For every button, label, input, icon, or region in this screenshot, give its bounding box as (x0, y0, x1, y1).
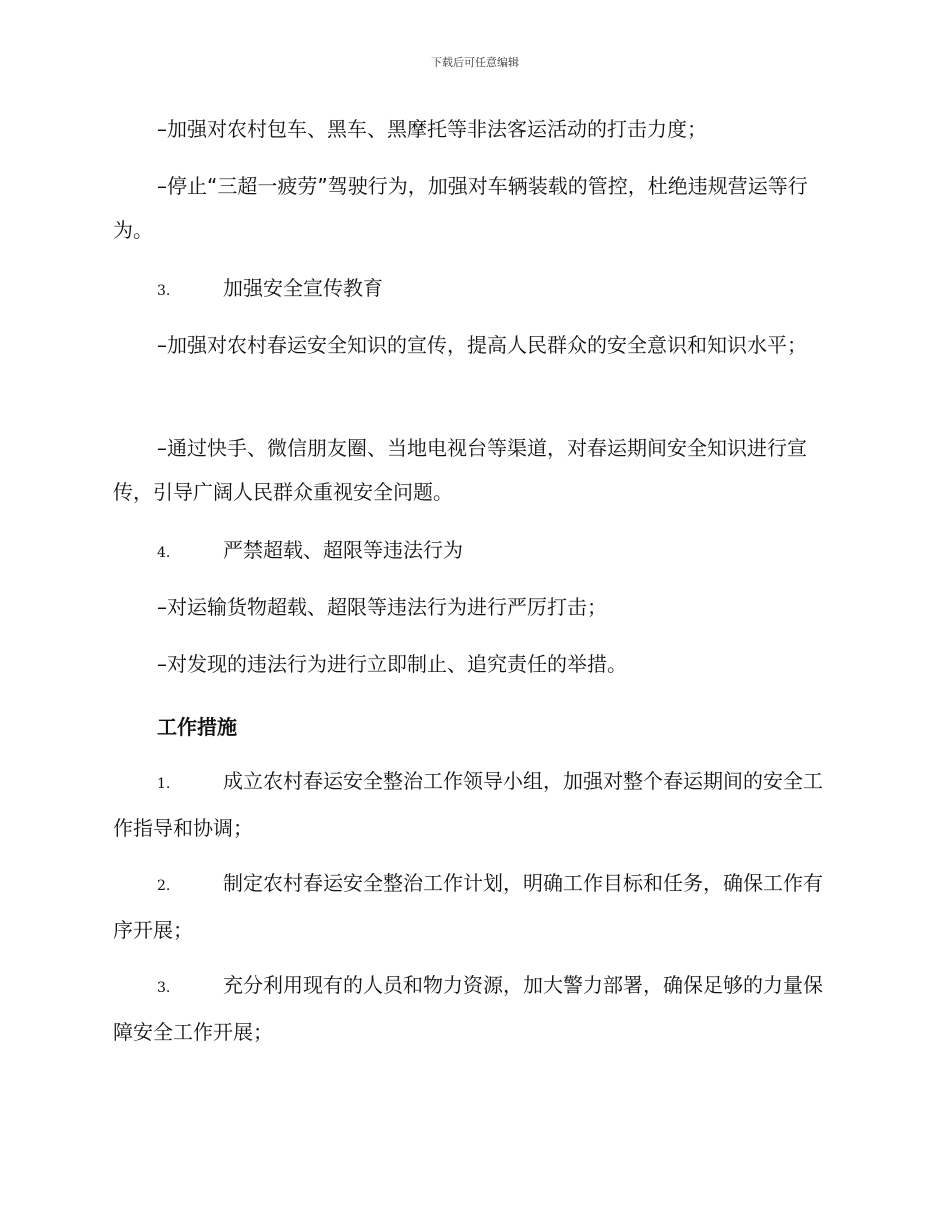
paragraph-publicity-channels: –通过快手、微信朋友圈、当地电视台等渠道，对春运期间安全知识进行宣传，引导广阔人民群众重视安全问题。 (113, 436, 807, 504)
list-item-4 (113, 528, 835, 575)
measure-item-3 (113, 963, 835, 1054)
list-number: 2. (157, 878, 171, 894)
list-item-text: 制定农村春运安全整治工作计划，明确工作目标和任务，确保工作有序开展； (113, 871, 823, 942)
list-item-text: 严禁超载、超限等违法行为 (223, 538, 463, 562)
list-number: 3. (157, 283, 171, 299)
list-number: 3. (157, 980, 171, 996)
list-number: 4. (157, 545, 171, 561)
measure-item-2 (113, 861, 835, 952)
paragraph-safety-knowledge: –加强对农村春运安全知识的宣传，提高人民群众的安全意识和知识水平； (157, 333, 807, 357)
paragraph-fatigue-driving: –停止“三超一疲劳”驾驶行为，加强对车辆装载的管控，杜绝违规营运等行为。 (113, 174, 808, 242)
section-heading: 工作措施 (157, 715, 237, 739)
paragraph-illegal-transport: –加强对农村包车、黑车、黑摩托等非法客运活动的打击力度； (157, 117, 707, 141)
list-item-text: 成立农村春运安全整治工作领导小组，加强对整个春运期间的安全工作指导和协调； (113, 769, 823, 840)
page-header: 下载后可任意编辑 (431, 56, 519, 69)
paragraph-overload-crackdown: –对运输货物超载、超限等违法行为进行严厉打击； (157, 595, 607, 619)
list-item-text: 加强安全宣传教育 (223, 276, 383, 300)
paragraph-stop-violations: –对发现的违法行为进行立即制止、追究责任的举措。 (157, 652, 627, 676)
list-item-3 (113, 266, 835, 313)
list-number: 1. (157, 776, 171, 792)
list-item-text: 充分利用现有的人员和物力资源，加大警力部署，确保足够的力量保障安全工作开展； (113, 973, 823, 1044)
measure-item-1 (113, 759, 835, 850)
